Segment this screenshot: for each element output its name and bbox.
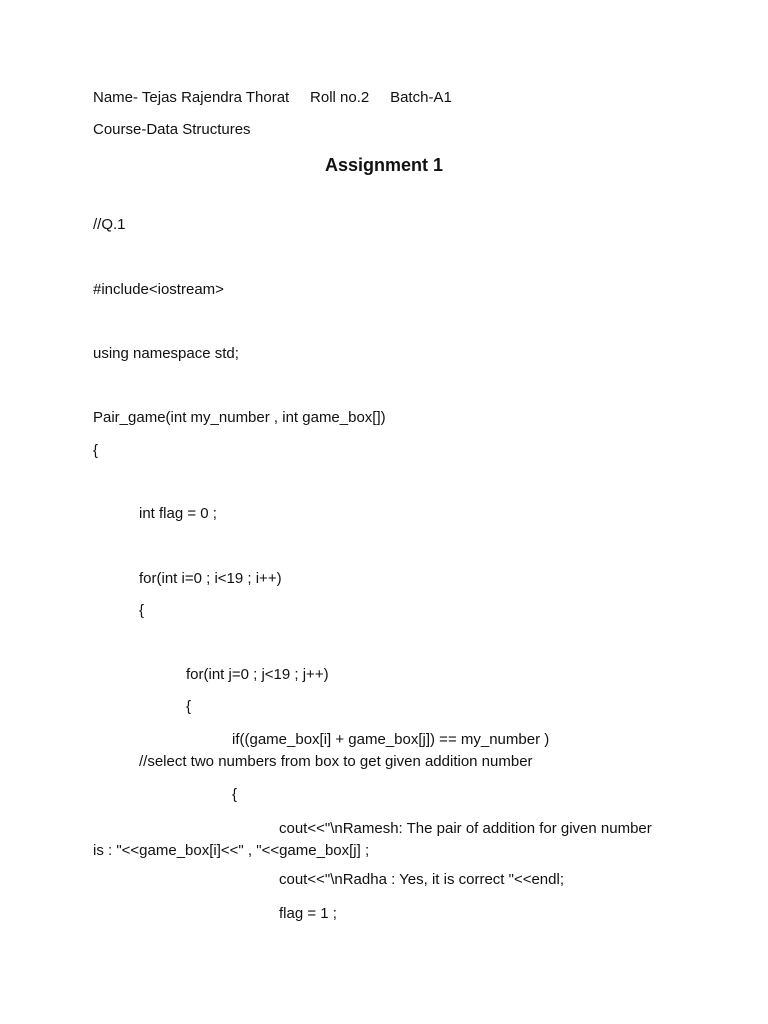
assignment-title: Assignment 1: [324, 155, 444, 175]
code-for-j-loop: for(int j=0 ; j<19 ; j++): [186, 666, 329, 683]
code-brace-open: {: [139, 602, 145, 619]
code-for-i-loop: for(int i=0 ; i<19 ; i++): [139, 570, 282, 587]
code-cout-ramesh: cout<<"\nRamesh: The pair of addition for given number is : "<<game_box[i]<<" , "<<game_box[j] ;: [93, 820, 652, 859]
student-info-line: Name- Tejas Rajendra Thorat Roll no.2 Batch-A1: [93, 89, 452, 106]
course-line: Course-Data Structures: [93, 121, 251, 138]
code-brace-open: {: [232, 786, 238, 803]
code-if-statement: if((game_box[i] + game_box[j]) == my_number ): [232, 731, 550, 748]
code-brace-open: {: [186, 698, 192, 715]
code-comment-select: //select two numbers from box to get given addition number: [139, 753, 533, 770]
code-function-signature: Pair_game(int my_number , int game_box[]): [93, 409, 386, 426]
code-using-namespace: using namespace std;: [93, 345, 239, 362]
code-comment-q1: //Q.1: [93, 216, 126, 233]
code-include: #include<iostream>: [93, 281, 224, 298]
code-cout-radha: cout<<"\nRadha : Yes, it is correct "<<endl;: [279, 871, 564, 888]
code-flag-declaration: int flag = 0 ;: [139, 505, 217, 522]
code-brace-open: {: [93, 442, 99, 459]
code-flag-set: flag = 1 ;: [279, 905, 337, 922]
